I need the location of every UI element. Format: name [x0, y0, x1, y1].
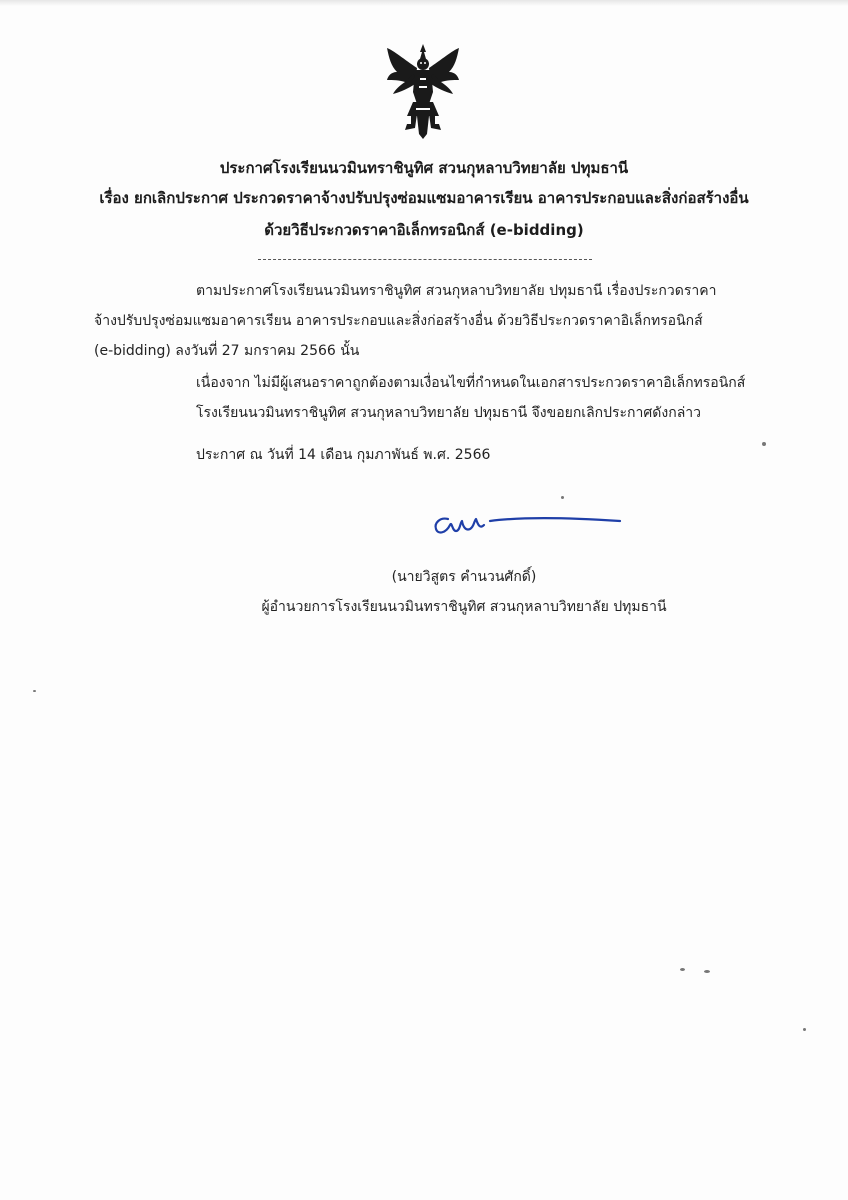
paragraph-2-line-1: เนื่องจาก ไม่มีผู้เสนอราคาถูกต้องตามเงื่อนไขที่กำหนดในเอกสารประกวดราคาอิเล็กทรอนิกส์ — [196, 375, 746, 391]
scan-speck — [803, 1028, 806, 1031]
garuda-emblem-icon — [383, 42, 463, 140]
paragraph-2-line-2: โรงเรียนนวมินทราชินูทิศ สวนกุหลาบวิทยาลัย ปทุมธานี จึงขอยกเลิกประกาศดังกล่าว — [196, 405, 701, 421]
paragraph-1-line-1: ตามประกาศโรงเรียนนวมินทราชินูทิศ สวนกุหลาบวิทยาลัย ปทุมธานี เรื่องประกวดราคา — [196, 283, 717, 299]
scan-speck — [704, 970, 710, 973]
title-line-3: ด้วยวิธีประกวดราคาอิเล็กทรอนิกส์ (e-bidding) — [264, 221, 584, 239]
title-line-1: ประกาศโรงเรียนนวมินทราชินูทิศ สวนกุหลาบวิทยาลัย ปทุมธานี — [219, 159, 629, 177]
announcement-date: ประกาศ ณ วันที่ 14 เดือน กุมภาพันธ์ พ.ศ. 2566 — [196, 447, 491, 463]
title-divider — [258, 259, 592, 260]
scan-speck — [33, 690, 36, 692]
scan-speck — [680, 968, 685, 971]
scan-speck — [762, 442, 766, 446]
title-line-2: เรื่อง ยกเลิกประกาศ ประกวดราคาจ้างปรับปรุงซ่อมแซมอาคารเรียน อาคารประกอบและสิ่งก่อสร้างอื่น — [99, 189, 749, 207]
signer-name: (นายวิสูตร คำนวนศักดิ์) — [391, 569, 537, 585]
scan-speck — [561, 496, 564, 499]
paragraph-1-line-2: จ้างปรับปรุงซ่อมแซมอาคารเรียน อาคารประกอบและสิ่งก่อสร้างอื่น ด้วยวิธีประกวดราคาอิเล็กทรอนิกส์ — [94, 313, 703, 329]
scan-edge — [0, 0, 848, 6]
signature-icon — [430, 505, 630, 545]
paragraph-1-line-3: (e-bidding) ลงวันที่ 27 มกราคม 2566 นั้น — [94, 343, 360, 359]
signer-position: ผู้อำนวยการโรงเรียนนวมินทราชินูทิศ สวนกุหลาบวิทยาลัย ปทุมธานี — [261, 599, 667, 615]
